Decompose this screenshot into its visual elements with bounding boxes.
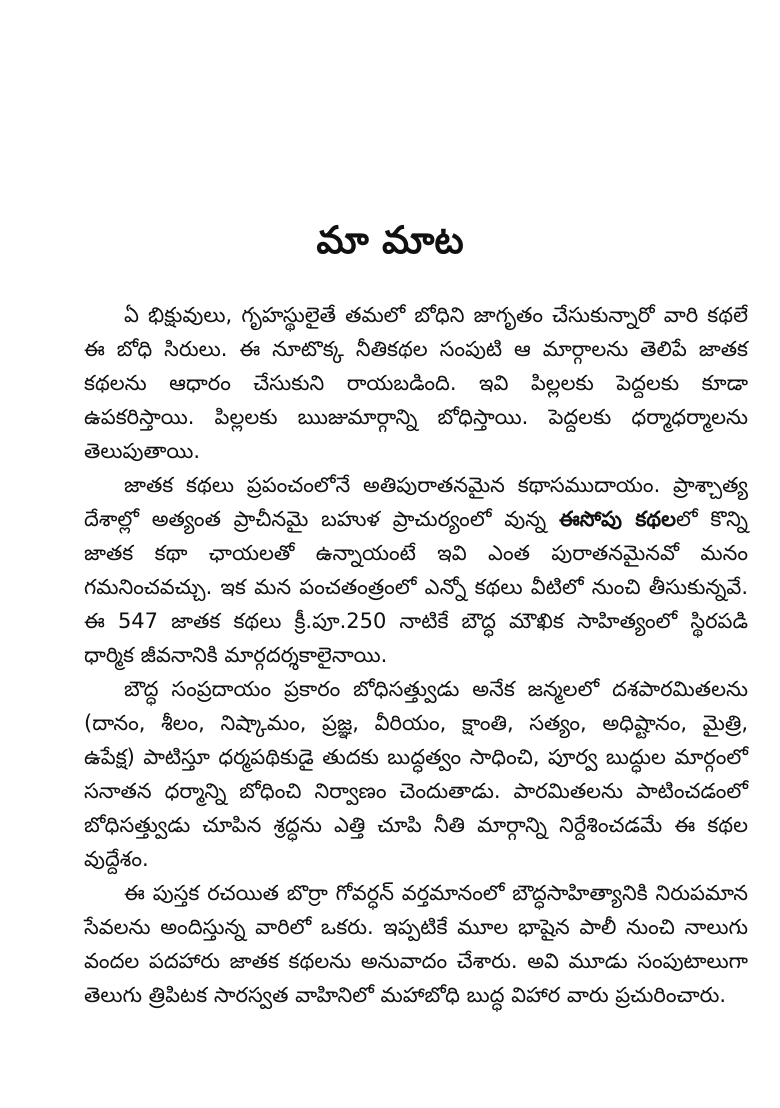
text-line: ఈ 547 జాతక కథలు క్రీ.పూ.250 నాటికే బౌద్ధ మౌఖిక సాహిత్యంలో స్థిరపడి: [84, 609, 748, 633]
text-line: దేశాల్లో అత్యంత ప్రాచీనమై బహుళ ప్రాచుర్యంలో వున్న ఈసోపు కథలలో కొన్ని: [84, 507, 749, 531]
text-line: తెలుగు త్రిపిటక సారస్వత వాహినిలో మహాబోధి బుద్ధ విహార వారు ప్రచురించారు.: [84, 983, 727, 1007]
text-line: ఈ పుస్తక రచయిత బొర్రా గోవర్ధన్ వర్తమానంలో బౌద్ధసాహిత్యానికి నిరుపమాన: [124, 881, 748, 905]
text-line: బోధిసత్త్వుడు చూపిన శ్రద్ధను ఎత్తి చూపి నీతి మార్గాన్ని నిర్దేశించడమే ఈ కథల: [84, 813, 748, 837]
text-line: గమనించవచ్చు. ఇక మన పంచతంత్రంలో ఎన్నో కథలు వీటిలో నుంచి తీసుకున్నవే.: [84, 575, 748, 599]
text-line: జాతక కథలు ప్రపంచంలోనే అతిపురాతనమైన కథాసముదాయం. ప్రాశ్చాత్య: [124, 473, 748, 497]
emphasis: ఈసోపు కథల: [558, 507, 677, 531]
text-line: ఉపేక్ష) పాటిస్తూ ధర్మపథికుడై తుదకు బుద్ధత్వం సాధించి, పూర్వ బుద్ధుల మార్గంలో: [84, 745, 748, 769]
text-line: ఈ బోధి సిరులు. ఈ నూటొక్క నీతికథల సంపుటి ఆ మార్గాలను తెలిపే జాతక: [84, 337, 748, 361]
text-line: సేవలను అందిస్తున్న వారిలో ఒకరు. ఇప్పటికే మూల భాషైన పాలీ నుంచి నాలుగు: [84, 915, 748, 939]
text-line: జాతక కథా ఛాయలతో ఉన్నాయంటే ఇవి ఎంత పురాతనమైనవో మనం: [84, 541, 748, 565]
text-line: సనాతన ధర్మాన్ని బోధించి నిర్వాణం చెందుతాడు. పారమితలను పాటించడంలో: [84, 779, 748, 803]
page-title: మా మాట: [316, 218, 464, 262]
document-body: [84, 298, 748, 1012]
text-line: కథలను ఆధారం చేసుకుని రాయబడింది. ఇవి పిల్లలకు పెద్దలకు కూడా: [84, 371, 748, 395]
paragraph: [84, 468, 748, 672]
text-line: బౌద్ధ సంప్రదాయం ప్రకారం బోధిసత్త్వుడు అనేక జన్మలలో దశపారమితలను: [124, 677, 748, 701]
paragraph: [84, 672, 748, 876]
text-line: తెలుపుతాయి.: [84, 439, 201, 463]
paragraph: [84, 298, 748, 468]
paragraph: [84, 876, 748, 1012]
text-line: ధార్మిక జీవనానికి మార్గదర్శకాలైనాయి.: [84, 643, 388, 667]
text-line: వుద్దేశం.: [84, 847, 149, 871]
text-line: ఉపకరిస్తాయి. పిల్లలకు ఋజుమార్గాన్ని బోధిస్తాయి. పెద్దలకు ధర్మాధర్మాలను: [84, 405, 748, 429]
text-line: వందల పదహారు జాతక కథలను అనువాదం చేశారు. అవి మూడు సంపుటాలుగా: [84, 949, 748, 973]
text-line: ఏ భిక్షువులు, గృహస్థులైతే తమలో బోధిని జాగృతం చేసుకున్నారో వారి కథలే: [124, 303, 748, 327]
text-line: (దానం, శీలం, నిష్కామం, ప్రజ్ఞ, వీరియం, క్షాంతి, సత్యం, అధిష్టానం, మైత్రి,: [84, 711, 748, 735]
